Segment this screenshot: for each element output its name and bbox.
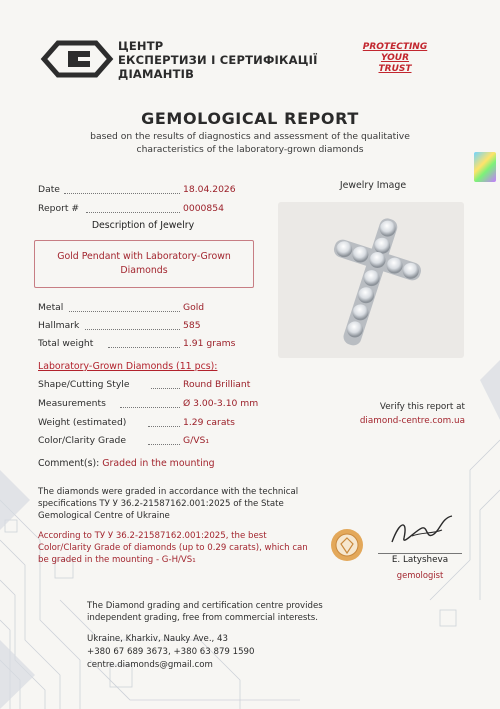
org-line-1: ЦЕНТР (118, 39, 164, 53)
subtitle-line-1: based on the results of diagnostics and assessment of the qualitative (90, 131, 410, 142)
report-title: GEMOLOGICAL REPORT (141, 109, 359, 128)
dotted-leader (120, 398, 180, 408)
hologram-sticker-icon (474, 152, 496, 182)
hallmark-label: Hallmark (38, 320, 80, 331)
total-weight-value: 1.91 grams (183, 338, 236, 349)
org-line-2: ЕКСПЕРТИЗИ І СЕРТИФІКАЦІЇ (118, 53, 318, 67)
dotted-leader (86, 203, 180, 213)
verify-block (310, 400, 465, 428)
dotted-leader (148, 435, 180, 445)
diamond-weight-label: Weight (estimated) (38, 417, 127, 428)
hallmark-row (38, 320, 201, 331)
grading-statement: The diamonds were graded in accordance with the technical specifications ТУ У 36.2-21587162.001:2025 of the State Gemological Centre of Ukraine (38, 487, 299, 521)
grade-label: Color/Clarity Grade (38, 435, 126, 446)
signer-role: gemologist (396, 570, 444, 580)
shape-label: Shape/Cutting Style (38, 379, 130, 390)
cross-pendant-image (278, 202, 464, 358)
diamonds-heading: Laboratory-Grown Diamonds (11 pcs): (38, 361, 218, 372)
report-number-value: 0000854 (183, 203, 224, 214)
jewelry-image-title: Jewelry Image (339, 180, 407, 191)
report-number-row (38, 203, 224, 214)
about-statement: The Diamond grading and certification centre provides independent grading, free from commercial interests. (87, 601, 323, 623)
metal-value: Gold (183, 302, 205, 313)
grading-limit-statement: According to ТУ У 36.2-21587162.001:2025, the best Color/Clarity Grade of diamonds (up to 0.29 carats), which can be graded in the mounting - G-H/VS₁ (38, 531, 308, 565)
hallmark-value: 585 (183, 320, 201, 331)
verify-text: Verify this report at (379, 402, 465, 412)
description-box (34, 240, 254, 288)
phone-text: +380 67 689 3673, +380 63 879 1590 (87, 647, 255, 657)
metal-row (38, 302, 205, 313)
dotted-leader (148, 417, 180, 427)
comment-row (38, 458, 215, 469)
comment-label: Comment(s): (38, 458, 100, 469)
measurements-value: Ø 3.00-3.10 mm (183, 398, 259, 409)
dotted-leader (64, 184, 180, 194)
signature-icon (382, 510, 462, 554)
organization-name (118, 39, 328, 81)
description-text: Gold Pendant with Laboratory-Grown Diamonds (57, 251, 231, 276)
metal-label: Metal (38, 302, 64, 313)
grade-value: G/VS₁ (183, 435, 210, 446)
date-label: Date (38, 184, 60, 195)
measurements-row (38, 398, 259, 409)
motto-line-2: YOUR (380, 53, 410, 63)
motto (355, 42, 435, 75)
contact-block (87, 633, 347, 672)
motto-line-3: TRUST (378, 64, 412, 74)
diamond-weight-value: 1.29 carats (183, 417, 235, 428)
jewelry-photo (278, 202, 464, 358)
motto-line-1: PROTECTING (362, 42, 428, 52)
measurements-label: Measurements (38, 398, 106, 409)
address-text: Ukraine, Kharkiv, Nauky Ave., 43 (87, 634, 228, 644)
dotted-leader (85, 320, 180, 330)
email-link[interactable]: centre.diamonds@gmail.com (87, 660, 213, 670)
logo-icon (38, 37, 116, 81)
dotted-leader (69, 302, 180, 312)
shape-row (38, 379, 251, 390)
comment-value: Graded in the mounting (102, 458, 215, 469)
dotted-leader (151, 379, 180, 389)
date-value: 18.04.2026 (183, 184, 236, 195)
signer-name: E. Latysheva (378, 553, 462, 565)
subtitle-line-2: characteristics of the laboratory-grown diamonds (136, 144, 364, 155)
verify-url-link[interactable]: diamond-centre.com.ua (359, 416, 465, 426)
description-heading: Description of Jewelry (91, 220, 195, 231)
dotted-leader (108, 338, 180, 348)
date-row (38, 184, 236, 195)
grade-row (38, 435, 210, 446)
report-subtitle (40, 130, 460, 156)
org-line-3: ДІАМАНТІВ (118, 67, 195, 81)
total-weight-row (38, 338, 236, 349)
report-number-label: Report # (38, 203, 80, 214)
diamond-weight-row (38, 417, 235, 428)
gold-seal-icon (330, 528, 364, 562)
shape-value: Round Brilliant (183, 379, 251, 390)
total-weight-label: Total weight (38, 338, 94, 349)
